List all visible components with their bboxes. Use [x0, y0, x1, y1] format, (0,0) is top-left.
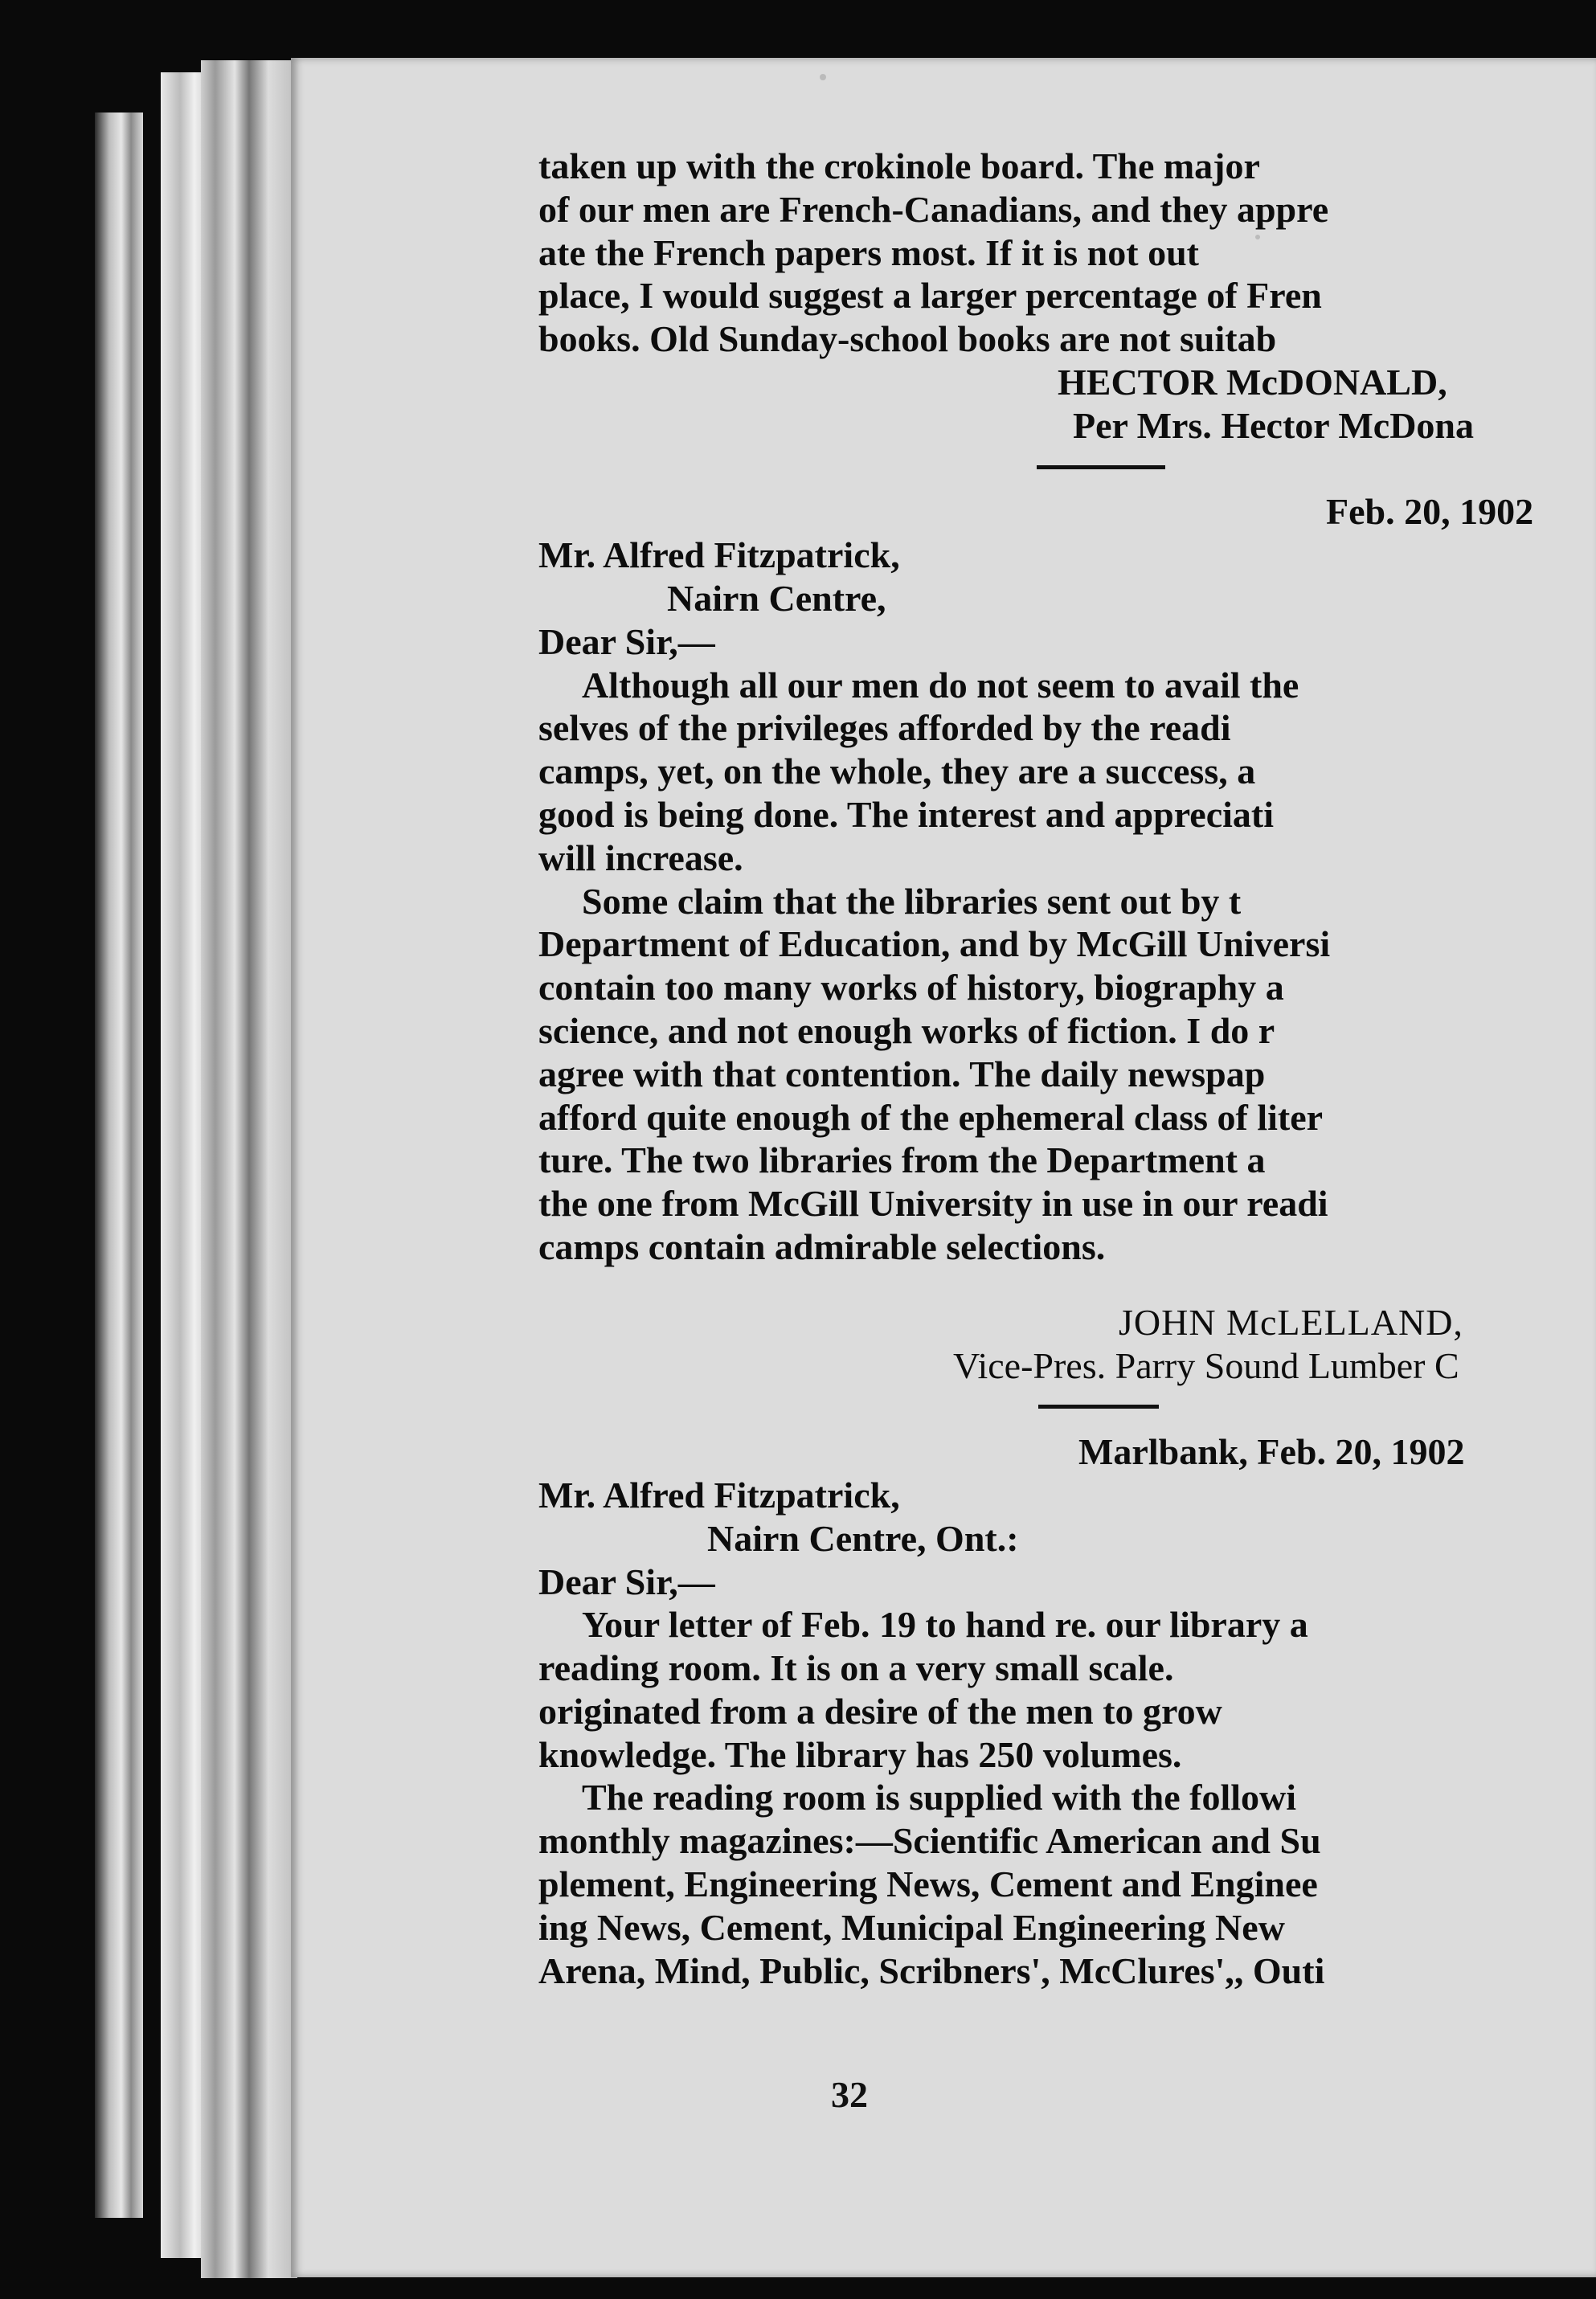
text-line: knowledge. The library has 250 volumes.	[538, 1733, 1182, 1775]
section-rule	[538, 1387, 1596, 1430]
signature-title: Per Mrs. Hector McDona	[1073, 404, 1474, 446]
letter-date: Feb. 20, 1902	[1326, 491, 1534, 533]
section-rule	[538, 448, 1596, 491]
signature-title: Vice-Pres. Parry Sound Lumber C	[953, 1344, 1459, 1386]
text-line: Although all our men do not seem to avail the	[582, 664, 1299, 706]
signature-name: HECTOR McDONALD,	[1058, 361, 1447, 403]
page-stack-edge	[201, 60, 297, 2278]
text-line: of our men are French-Canadians, and they appre	[538, 188, 1329, 230]
letter-date: Marlbank, Feb. 20, 1902	[1078, 1431, 1465, 1473]
text-line: afford quite enough of the ephemeral class of liter	[538, 1096, 1324, 1138]
text-line: selves of the privileges afforded by the readi	[538, 707, 1231, 749]
page-number: 32	[831, 2074, 868, 2115]
book-page	[291, 58, 1596, 2277]
text-line: The reading room is supplied with the followi	[582, 1777, 1297, 1818]
text-line: science, and not enough works of fiction. I do r	[538, 1009, 1275, 1051]
text-line: ate the French papers most. If it is not out	[538, 231, 1199, 273]
signature-name: JOHN McLELLAND,	[1119, 1301, 1463, 1343]
text-line: monthly magazines:—Scientific American and Su	[538, 1820, 1321, 1862]
text-line: ing News, Cement, Municipal Engineering New	[538, 1906, 1285, 1948]
text-line: agree with that contention. The daily newspap	[538, 1053, 1266, 1094]
text-line: contain too many works of history, biography a	[538, 967, 1284, 1008]
text-line: originated from a desire of the men to grow	[538, 1690, 1222, 1732]
recipient-address: Nairn Centre,	[667, 577, 886, 619]
speck	[820, 74, 826, 80]
text-line: ture. The two libraries from the Department a	[538, 1139, 1266, 1181]
text-line: plement, Engineering News, Cement and Enginee	[538, 1863, 1318, 1905]
text-line: taken up with the crokinole board. The major	[538, 145, 1260, 186]
spacer	[538, 1269, 1596, 1301]
text-line: books. Old Sunday-school books are not suitab	[538, 318, 1277, 360]
recipient-name: Mr. Alfred Fitzpatrick,	[538, 534, 900, 576]
text-line: Some claim that the libraries sent out by t	[582, 880, 1242, 922]
text-line: the one from McGill University in use in our readi	[538, 1183, 1328, 1225]
text-line: good is being done. The interest and appreciati	[538, 793, 1275, 835]
recipient-name: Mr. Alfred Fitzpatrick,	[538, 1474, 900, 1516]
recipient-address: Nairn Centre, Ont.:	[707, 1517, 1019, 1559]
text-line: Department of Education, and by McGill Universi	[538, 923, 1331, 965]
salutation: Dear Sir,—	[538, 620, 715, 662]
text-line: Arena, Mind, Public, Scribners', McClures',, Outi	[538, 1949, 1325, 1991]
text-line: camps contain admirable selections.	[538, 1225, 1106, 1267]
text-line: camps, yet, on the whole, they are a success, a	[538, 751, 1256, 792]
text-line: reading room. It is on a very small scale.	[538, 1647, 1174, 1689]
text-line: place, I would suggest a larger percentage of Fren	[538, 275, 1322, 317]
salutation: Dear Sir,—	[538, 1561, 715, 1602]
page-text	[538, 145, 1596, 1992]
page-stack-edge	[95, 112, 143, 2218]
text-line: will increase.	[538, 837, 743, 878]
text-line: Your letter of Feb. 19 to hand re. our library a	[582, 1604, 1308, 1646]
